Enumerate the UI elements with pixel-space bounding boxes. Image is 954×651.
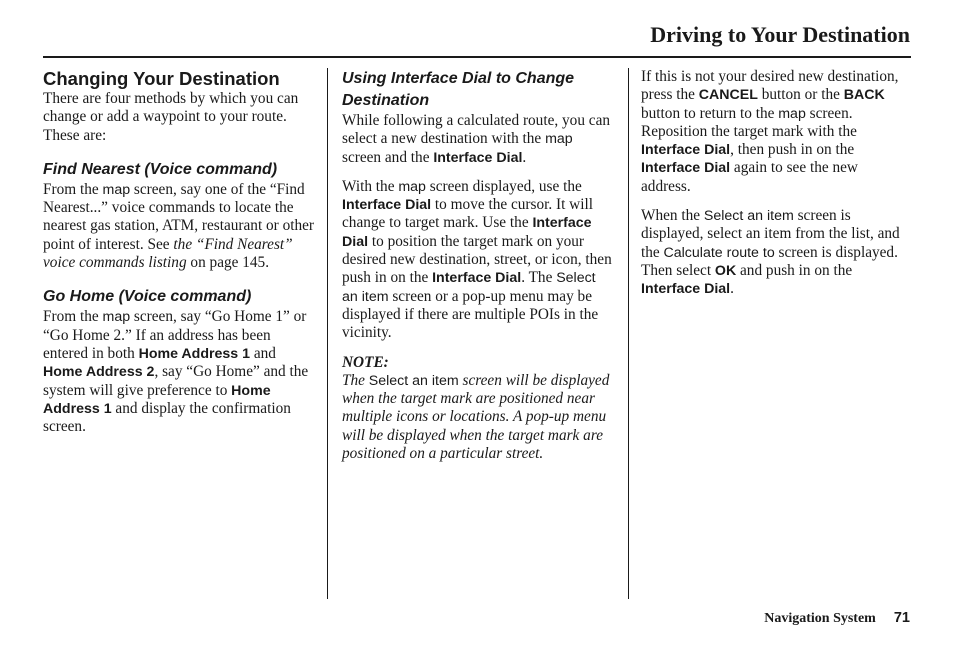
go-home-heading: Go Home (Voice command): [43, 288, 252, 306]
column-2: [342, 68, 614, 463]
reposition-paragraph: If this is not your desired new destination, press the CANCEL button or the BACK button to return to the map screen. Reposition the target mark with the Interface Dial, then push in on the Interface Dial again to see the new address.: [641, 68, 899, 195]
column-3: [641, 68, 911, 299]
select-item-paragraph: When the Select an item screen is displayed, select an item from the list, and the Calculate route to screen is displayed. Then select OK and push in on the Interface Dial.: [641, 207, 900, 298]
note-label: NOTE:: [342, 353, 389, 371]
go-home-paragraph: From the map screen, say “Go Home 1” or “Go Home 2.” If an address has been entered in both Home Address 1 and Home Address 2, say “Go Home” and the system will give preference to Home Address 1 and display the confirmation screen.: [43, 308, 309, 436]
intro-paragraph: There are four methods by which you can change or add a waypoint to your route. These are:: [43, 90, 299, 144]
interface-dial-paragraph-1: While following a calculated route, you can select a new destination with the map screen and the Interface Dial.: [342, 112, 611, 166]
page-number: 71: [893, 610, 910, 626]
interface-dial-heading: Using Interface Dial to Change Destination: [342, 70, 575, 109]
section-heading: Changing Your Destination: [43, 68, 280, 89]
column-divider-1: [327, 68, 328, 599]
header-rule: [43, 56, 911, 58]
page-footer: [764, 610, 910, 627]
find-nearest-paragraph: From the map screen, say one of the “Find Nearest...” voice commands to locate the nearest gas station, ATM, restaurant or other point of interest. See the “Find Nearest” voice commands listing on page 145.: [43, 180, 315, 272]
page-header-title: Driving to Your Destination: [650, 22, 910, 47]
column-divider-2: [628, 68, 629, 599]
footer-label: Navigation System: [764, 611, 876, 626]
find-nearest-heading: Find Nearest (Voice command): [43, 160, 278, 178]
note-paragraph: The Select an item screen will be displayed when the target mark are positioned near multiple icons or locations. A pop-up menu will be displayed when the target mark are positioned on a particular street.: [342, 371, 610, 463]
column-1: [43, 68, 315, 436]
interface-dial-paragraph-2: With the map screen displayed, use the Interface Dial to move the cursor. It will change to target mark. Use the Interface Dial to position the target mark on your desired new destination, street, or icon, then push in on the Interface Dial. The Select an item screen or a pop-up menu may be displayed if there are multiple POIs in the vicinity.: [342, 177, 612, 342]
